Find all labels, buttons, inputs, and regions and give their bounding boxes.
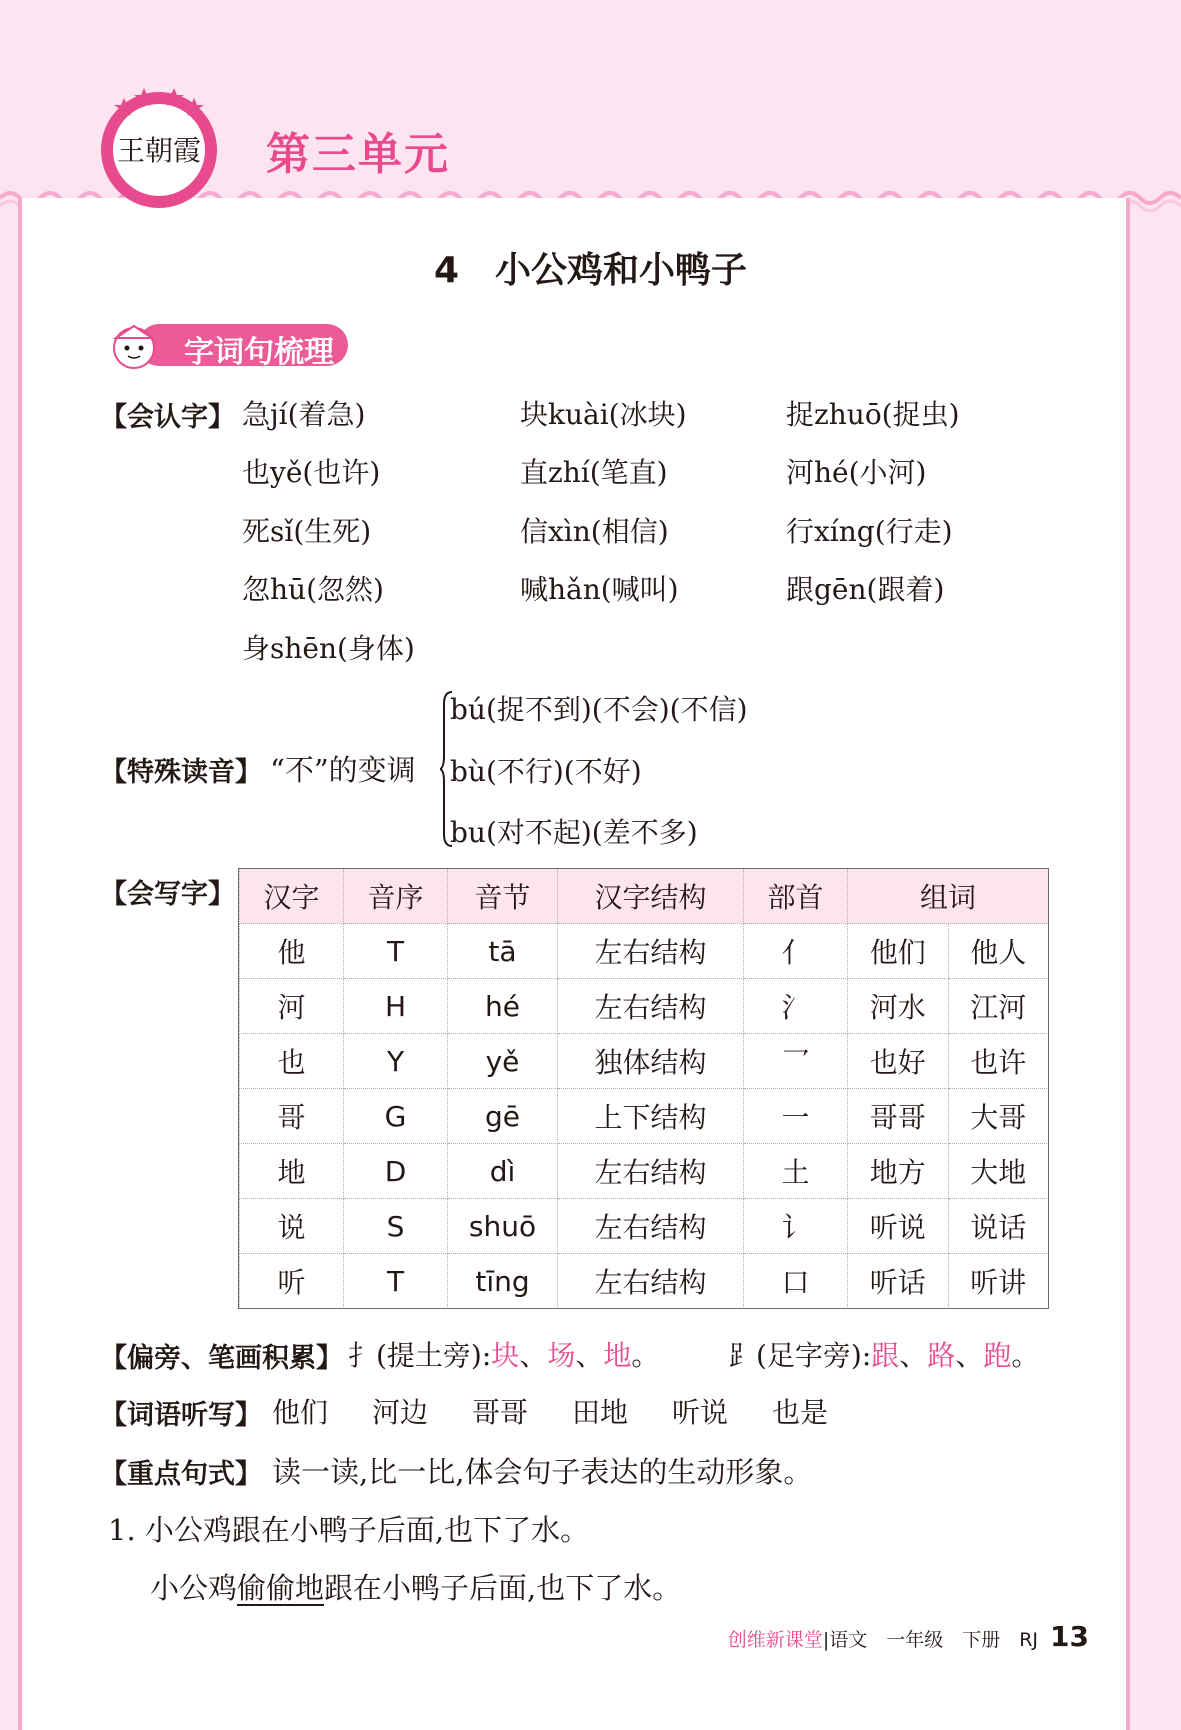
table-cell: 听话 bbox=[848, 1254, 949, 1309]
table-header-row bbox=[240, 869, 1049, 924]
table-row bbox=[240, 924, 1049, 979]
section-pill bbox=[138, 324, 348, 370]
special-label: 【特殊读音】 bbox=[100, 757, 262, 788]
table-cell: 河水 bbox=[848, 979, 949, 1034]
lesson-title: 4 小公鸡和小鸭子 bbox=[433, 250, 748, 291]
table-cell: 一 bbox=[744, 1089, 848, 1144]
unit-title: 第三单元 bbox=[266, 129, 450, 180]
radical-char: 路 bbox=[927, 1339, 956, 1372]
table-cell: 地方 bbox=[848, 1144, 949, 1199]
recognize-item: 喊hǎn(喊叫) bbox=[520, 573, 679, 606]
table-cell: 讠 bbox=[744, 1199, 848, 1254]
radical-char: 跟 bbox=[871, 1339, 900, 1372]
table-cell: 听 bbox=[240, 1254, 344, 1309]
table-cell: 他们 bbox=[848, 924, 949, 979]
table-cell: 也好 bbox=[848, 1034, 949, 1089]
table-cell: 他 bbox=[240, 924, 344, 979]
table-header: 音节 bbox=[448, 869, 558, 924]
table-row bbox=[240, 1034, 1049, 1089]
table-cell: 河 bbox=[240, 979, 344, 1034]
table-cell: 哥 bbox=[240, 1089, 344, 1144]
table-cell: 土 bbox=[744, 1144, 848, 1199]
recognize-item: 忽hū(忽然) bbox=[242, 573, 384, 606]
table-cell: 大地 bbox=[948, 1144, 1049, 1199]
dictation-word: 河边 bbox=[372, 1396, 429, 1429]
recognize-item: 也yě(也许) bbox=[242, 456, 381, 489]
sentence-underlined: 偷偷地 bbox=[237, 1571, 325, 1605]
table-row bbox=[240, 1199, 1049, 1254]
table-cell: 说话 bbox=[948, 1199, 1049, 1254]
table-header: 汉字 bbox=[240, 869, 344, 924]
table-cell: T bbox=[344, 1254, 448, 1309]
recognize-item: 死sǐ(生死) bbox=[242, 515, 372, 548]
table-cell: 大哥 bbox=[948, 1089, 1049, 1144]
table-cell: H bbox=[344, 979, 448, 1034]
table-cell: hé bbox=[448, 979, 558, 1034]
dictation-word: 也是 bbox=[772, 1396, 829, 1429]
table-cell: 地 bbox=[240, 1144, 344, 1199]
recognize-item: 信xìn(相信) bbox=[520, 515, 669, 548]
special-intro: “不”的变调 bbox=[270, 753, 416, 787]
section-badge bbox=[104, 320, 354, 370]
table-cell: 江河 bbox=[948, 979, 1049, 1034]
table-cell: Y bbox=[344, 1034, 448, 1089]
write-table bbox=[239, 868, 1049, 1309]
radical-part1: 扌(提土旁):块、场、地。 bbox=[348, 1339, 660, 1372]
recognize-item: 捉zhuō(捉虫) bbox=[786, 398, 960, 431]
sentence-instruction: 读一读,比一比,体会句子表达的生动形象。 bbox=[272, 1455, 813, 1489]
table-cell: 说 bbox=[240, 1199, 344, 1254]
recognize-item: 跟gēn(跟着) bbox=[786, 573, 945, 606]
sentence-post: 跟在小鸭子后面,也下了水。 bbox=[324, 1571, 682, 1605]
table-cell: shuō bbox=[448, 1199, 558, 1254]
table-row bbox=[240, 1254, 1049, 1309]
sentence-label: 【重点句式】 bbox=[100, 1459, 262, 1490]
dictation-word: 田地 bbox=[572, 1396, 629, 1429]
recognize-item: 直zhí(笔直) bbox=[520, 456, 668, 489]
mascot-icon bbox=[104, 320, 166, 372]
table-cell: 亻 bbox=[744, 924, 848, 979]
radical-2: ⻊(足字旁): bbox=[728, 1339, 872, 1372]
dictation-word: 他们 bbox=[272, 1396, 329, 1429]
radical-char: 地 bbox=[603, 1339, 632, 1372]
table-cell: 口 bbox=[744, 1254, 848, 1309]
table-cell: 左右结构 bbox=[558, 979, 744, 1034]
write-label: 【会写字】 bbox=[100, 879, 235, 910]
table-cell: 独体结构 bbox=[558, 1034, 744, 1089]
recognize-item: 身shēn(身体) bbox=[242, 632, 415, 665]
dictation-label: 【词语听写】 bbox=[100, 1400, 262, 1431]
table-cell: 他人 bbox=[948, 924, 1049, 979]
table-cell: 左右结构 bbox=[558, 924, 744, 979]
recognize-item: 行xíng(行走) bbox=[786, 515, 953, 548]
table-cell: 上下结构 bbox=[558, 1089, 744, 1144]
table-cell: 氵 bbox=[744, 979, 848, 1034]
table-header: 汉字结构 bbox=[558, 869, 744, 924]
table-cell: G bbox=[344, 1089, 448, 1144]
recognize-item: 急jí(着急) bbox=[242, 398, 366, 431]
table-cell: 也许 bbox=[948, 1034, 1049, 1089]
radical-label: 【偏旁、笔画积累】 bbox=[100, 1343, 343, 1374]
table-row bbox=[240, 1144, 1049, 1199]
table-cell: 乛 bbox=[744, 1034, 848, 1089]
radical-char: 场 bbox=[547, 1339, 576, 1372]
svg-text:王朝霞: 王朝霞 bbox=[116, 134, 202, 167]
table-cell: S bbox=[344, 1199, 448, 1254]
table-cell: tā bbox=[448, 924, 558, 979]
footer-info: |语文 一年级 下册 RJ bbox=[822, 1629, 1039, 1651]
page-footer bbox=[728, 1620, 1089, 1653]
table-row bbox=[240, 979, 1049, 1034]
sentence-line-1: 1. 小公鸡跟在小鸭子后面,也下了水。 bbox=[108, 1513, 590, 1547]
recognize-item: 块kuài(冰块) bbox=[520, 398, 687, 431]
table-cell: 左右结构 bbox=[558, 1144, 744, 1199]
table-body bbox=[240, 924, 1049, 1309]
table-header: 组词 bbox=[848, 869, 1049, 924]
table-cell: 也 bbox=[240, 1034, 344, 1089]
recognize-item: 河hé(小河) bbox=[786, 456, 927, 489]
table-cell: 左右结构 bbox=[558, 1199, 744, 1254]
table-cell: 听说 bbox=[848, 1199, 949, 1254]
dictation-word: 哥哥 bbox=[472, 1396, 529, 1429]
table-cell: dì bbox=[448, 1144, 558, 1199]
sentence-line-2 bbox=[150, 1566, 681, 1607]
table-cell: tīng bbox=[448, 1254, 558, 1309]
footer-brand: 创维新课堂 bbox=[727, 1629, 823, 1651]
dictation-word: 听说 bbox=[672, 1396, 729, 1429]
table-cell: D bbox=[344, 1144, 448, 1199]
sentence-pre: 小公鸡 bbox=[150, 1571, 238, 1605]
table-cell: 哥哥 bbox=[848, 1089, 949, 1144]
radical-char: 跑 bbox=[983, 1339, 1012, 1372]
section-title: 字词句梳理 bbox=[184, 335, 334, 370]
table-cell: gē bbox=[448, 1089, 558, 1144]
radical-1: 扌(提土旁): bbox=[348, 1339, 492, 1372]
table-cell: T bbox=[344, 924, 448, 979]
table-cell: 听讲 bbox=[948, 1254, 1049, 1309]
brand-logo-icon bbox=[94, 80, 224, 210]
page-number: 13 bbox=[1050, 1620, 1089, 1653]
table-header: 音序 bbox=[344, 869, 448, 924]
special-line: bú(捉不到)(不会)(不信) bbox=[450, 693, 748, 726]
table-cell: 左右结构 bbox=[558, 1254, 744, 1309]
radical-part2: ⻊(足字旁):跟、路、跑。 bbox=[728, 1339, 1040, 1372]
table-row bbox=[240, 1089, 1049, 1144]
table-cell: yě bbox=[448, 1034, 558, 1089]
recognize-label: 【会认字】 bbox=[100, 402, 235, 433]
special-line: bù(不行)(不好) bbox=[450, 755, 642, 788]
radical-char: 块 bbox=[491, 1339, 520, 1372]
table-header: 部首 bbox=[744, 869, 848, 924]
special-line: bu(对不起)(差不多) bbox=[450, 816, 698, 849]
